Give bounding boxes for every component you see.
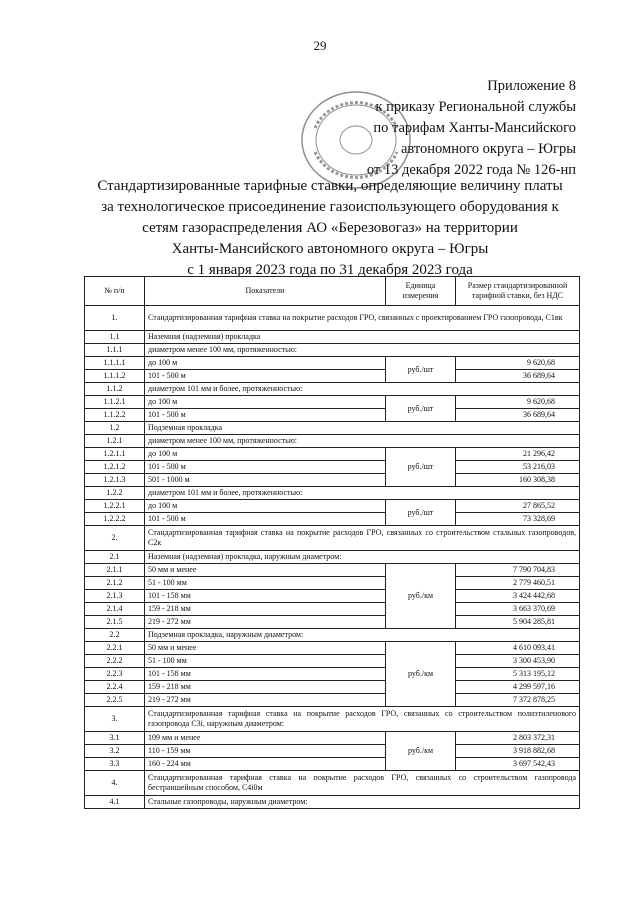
appendix-line: к приказу Региональной службы [375, 99, 576, 115]
row-value: 7 790 704,83 [456, 564, 580, 577]
table-row [85, 616, 580, 629]
row-value: 5 904 285,81 [456, 616, 580, 629]
row-value: 9 620,68 [456, 396, 580, 409]
row-num: 2.1.5 [85, 616, 145, 629]
table-row [85, 551, 580, 564]
row-num: 3.3 [85, 758, 145, 771]
title-line: за технологическое присоединение газоиспользующего оборудования к [101, 199, 559, 215]
row-num: 2.1.2 [85, 577, 145, 590]
row-num: 1.2.2 [85, 487, 145, 500]
row-num: 3.1 [85, 732, 145, 745]
row-text: 501 - 1000 м [145, 474, 386, 487]
row-text: 159 - 218 мм [145, 603, 386, 616]
row-num: 1.2.1.1 [85, 448, 145, 461]
row-unit: руб./шт [386, 448, 456, 487]
row-unit: руб./шт [386, 500, 456, 526]
row-num: 2.2.4 [85, 681, 145, 694]
table-row [85, 435, 580, 448]
row-num: 2.2.3 [85, 668, 145, 681]
row-num: 2.2.5 [85, 694, 145, 707]
row-num: 1. [85, 306, 145, 331]
table-row [85, 448, 580, 461]
row-num: 2.2.2 [85, 655, 145, 668]
page-number: 29 [313, 38, 327, 53]
row-text: диаметром 101 мм и более, протяженностью: [145, 383, 580, 396]
title-line: Ханты-Мансийского автономного округа – Югры [171, 241, 489, 257]
header-rate: Размер стандартизированной тарифной ставки, без НДС [456, 277, 580, 306]
row-text: Наземная (надземная) прокладка [145, 331, 580, 344]
row-text: до 100 м [145, 500, 386, 513]
row-text: до 100 м [145, 357, 386, 370]
row-text: Стандартизированная тарифная ставка на покрытие расходов ГРО, связанных со строительством полиэтиленового газопровода C3i, наружным диаметром: [145, 707, 580, 732]
row-num: 1.2.1.2 [85, 461, 145, 474]
table-row [85, 500, 580, 513]
row-text: диаметром менее 100 мм, протяженностью: [145, 344, 580, 357]
row-num: 1.2.2.2 [85, 513, 145, 526]
appendix-line: по тарифам Ханты-Мансийского [373, 120, 576, 136]
table-row [85, 681, 580, 694]
row-num: 4.1 [85, 796, 145, 809]
row-text: Стандартизированная тарифная ставка на покрытие расходов ГРО, связанных со строительством газопровода бестраншейным способом, C4i0м [145, 771, 580, 796]
row-text: 51 - 100 мм [145, 655, 386, 668]
table-row [85, 655, 580, 668]
row-text: 50 мм и менее [145, 642, 386, 655]
table-row [85, 409, 580, 422]
row-text: 219 - 272 мм [145, 694, 386, 707]
row-text: 101 - 158 мм [145, 668, 386, 681]
row-text: 101 - 500 м [145, 370, 386, 383]
row-value: 4 610 093,41 [456, 642, 580, 655]
row-text: 101 - 500 м [145, 409, 386, 422]
row-num: 1.1.2.2 [85, 409, 145, 422]
row-text: 101 - 500 м [145, 513, 386, 526]
row-num: 1.1 [85, 331, 145, 344]
table-row [85, 732, 580, 745]
title-line: Стандартизированные тарифные ставки, определяющие величину платы [97, 178, 563, 194]
row-value: 5 313 195,12 [456, 668, 580, 681]
header-unit: Единица измерения [386, 277, 456, 306]
table-row [85, 526, 580, 551]
table-row [85, 383, 580, 396]
table-row [85, 344, 580, 357]
tariff-table [84, 276, 580, 809]
table-row [85, 758, 580, 771]
row-text: 101 - 158 мм [145, 590, 386, 603]
table-row [85, 461, 580, 474]
table-row [85, 370, 580, 383]
table-row [85, 771, 580, 796]
row-value: 160 308,38 [456, 474, 580, 487]
table-row [85, 707, 580, 732]
row-text: Наземная (надземная) прокладка, наружным диаметром: [145, 551, 580, 564]
row-num: 2.2 [85, 629, 145, 642]
row-num: 2.1.1 [85, 564, 145, 577]
row-num: 1.2.1.3 [85, 474, 145, 487]
row-text: 51 - 100 мм [145, 577, 386, 590]
row-text: 160 - 224 мм [145, 758, 386, 771]
row-num: 1.1.1 [85, 344, 145, 357]
row-unit: руб./км [386, 732, 456, 771]
row-text: 159 - 218 мм [145, 681, 386, 694]
table-row [85, 487, 580, 500]
table-row [85, 603, 580, 616]
row-text: Стальные газопроводы, наружным диаметром: [145, 796, 580, 809]
table-row [85, 796, 580, 809]
row-value: 2 803 372,31 [456, 732, 580, 745]
row-unit: руб./км [386, 564, 456, 629]
row-num: 1.1.1.2 [85, 370, 145, 383]
row-value: 7 372 878,25 [456, 694, 580, 707]
row-value: 27 865,52 [456, 500, 580, 513]
row-value: 3 918 882,68 [456, 745, 580, 758]
row-value: 53 216,03 [456, 461, 580, 474]
row-value: 36 689,64 [456, 409, 580, 422]
row-text: Стандартизированная тарифная ставка на покрытие расходов ГРО, связанных со строительством стальных газопроводов, C2к [145, 526, 580, 551]
row-num: 1.1.2 [85, 383, 145, 396]
table-row [85, 331, 580, 344]
title-line: с 1 января 2023 года по 31 декабря 2023 года [187, 262, 473, 278]
row-text: 50 мм и менее [145, 564, 386, 577]
document-title [60, 176, 600, 281]
row-num: 2.1 [85, 551, 145, 564]
row-text: 110 - 159 мм [145, 745, 386, 758]
row-text: 219 - 272 мм [145, 616, 386, 629]
appendix-line: от 13 декабря 2022 года № 126-нп [366, 162, 576, 178]
table-row [85, 577, 580, 590]
header-num: № п/п [85, 277, 145, 306]
row-text: Подземная прокладка [145, 422, 580, 435]
row-value: 73 328,69 [456, 513, 580, 526]
row-num: 1.2 [85, 422, 145, 435]
row-num: 3. [85, 707, 145, 732]
row-num: 1.1.1.1 [85, 357, 145, 370]
row-num: 2.1.4 [85, 603, 145, 616]
row-unit: руб./км [386, 642, 456, 707]
row-num: 4. [85, 771, 145, 796]
row-unit: руб./шт [386, 396, 456, 422]
row-text: диаметром менее 100 мм, протяженностью: [145, 435, 580, 448]
row-value: 2 779 460,51 [456, 577, 580, 590]
row-value: 3 663 370,69 [456, 603, 580, 616]
row-text: 101 - 500 м [145, 461, 386, 474]
row-text: Подземная прокладка, наружным диаметром: [145, 629, 580, 642]
row-value: 9 620,68 [456, 357, 580, 370]
table-row [85, 357, 580, 370]
table-row [85, 629, 580, 642]
table-row [85, 590, 580, 603]
row-num: 1.2.1 [85, 435, 145, 448]
row-text: до 100 м [145, 396, 386, 409]
row-text: диаметром 101 мм и более, протяженностью: [145, 487, 580, 500]
row-text: до 100 м [145, 448, 386, 461]
row-value: 3 424 442,68 [456, 590, 580, 603]
row-unit: руб./шт [386, 357, 456, 383]
table-row [85, 306, 580, 331]
table-row [85, 513, 580, 526]
appendix-line: Приложение 8 [487, 78, 576, 94]
table-row [85, 422, 580, 435]
row-value: 3 697 542,43 [456, 758, 580, 771]
row-num: 2.1.3 [85, 590, 145, 603]
table-row [85, 396, 580, 409]
row-value: 21 296,42 [456, 448, 580, 461]
row-num: 3.2 [85, 745, 145, 758]
row-value: 3 300 453,90 [456, 655, 580, 668]
row-text: Стандартизированная тарифная ставка на покрытие расходов ГРО, связанных с проектированием ГРО газопровода, C1вк [145, 306, 580, 331]
table-row [85, 668, 580, 681]
table-row [85, 474, 580, 487]
table-row [85, 745, 580, 758]
table-row [85, 564, 580, 577]
row-num: 1.1.2.1 [85, 396, 145, 409]
row-num: 2. [85, 526, 145, 551]
header-indicator: Показатели [145, 277, 386, 306]
row-text: 109 мм и менее [145, 732, 386, 745]
table-header-row [85, 277, 580, 306]
row-num: 2.2.1 [85, 642, 145, 655]
table-row [85, 694, 580, 707]
row-num: 1.2.2.1 [85, 500, 145, 513]
appendix-line: автономного округа – Югры [400, 141, 576, 157]
row-value: 36 689,64 [456, 370, 580, 383]
row-value: 4 299 597,16 [456, 681, 580, 694]
title-line: сетям газораспределения АО «Березовогаз» на территории [142, 220, 518, 236]
table-row [85, 642, 580, 655]
